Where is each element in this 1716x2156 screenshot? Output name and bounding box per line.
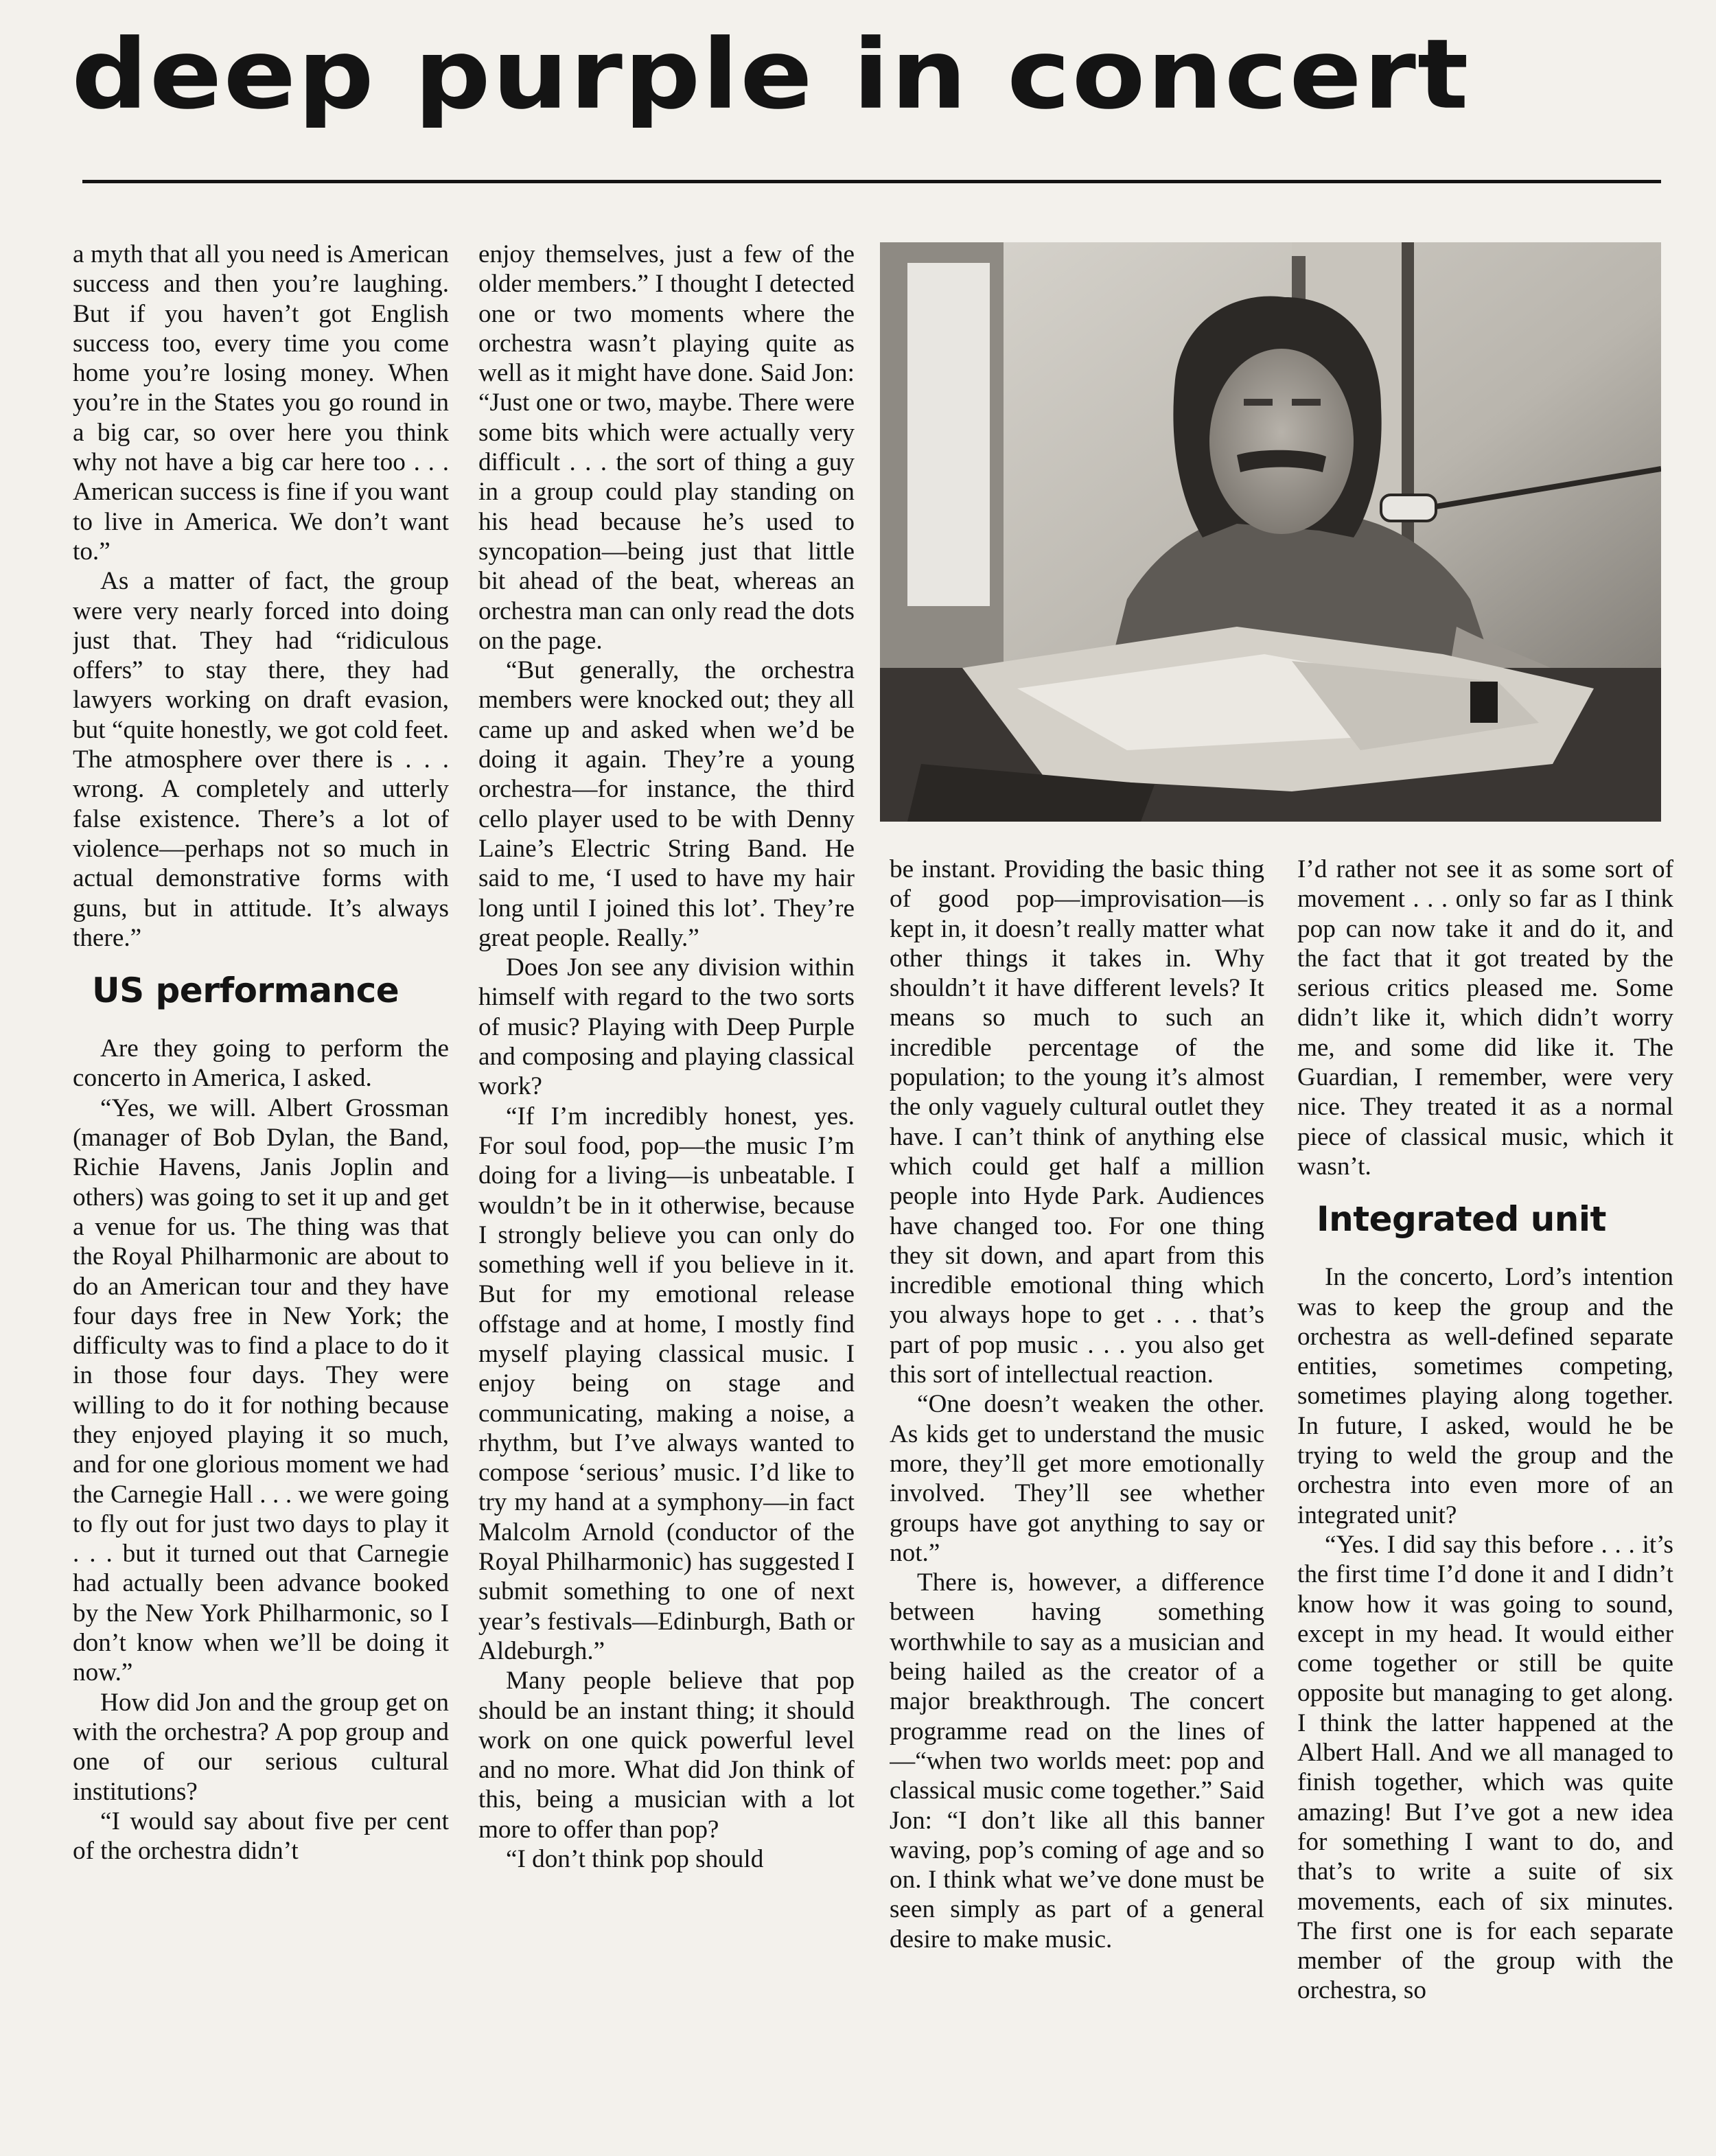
paragraph: Does Jon see any division within himself with regard to the two sorts of music? Playing with Deep Purple and composing and playing classical work? (478, 953, 855, 1101)
article-column-2 (478, 240, 855, 2148)
paragraph: “I would say about five per cent of the orchestra didn’t (73, 1807, 449, 1866)
photo-jon-lord-at-desk (880, 242, 1661, 822)
paragraph: “Yes, we will. Albert Grossman (manager of Bob Dylan, the Band, Richie Havens, Janis Joplin and others) was going to set it up and get a venue for us. The thing was that the Royal Philharmonic are about to do an American tour and they have four days free in New York; the difficulty was to find a place to do it in those four days. They were willing to do it for nothing because they enjoyed playing it so much, and for one glorious moment we had the Carnegie Hall . . . we were going to fly out for just two days to play it . . . but it turned out that Carnegie had actually been advance booked by the New York Philharmonic, so I don’t know when we’ll be doing it now.” (73, 1093, 449, 1687)
paragraph: In the concerto, Lord’s intention was to keep the group and the orchestra as well-defined separate entities, sometimes competing, sometimes playing along together. In future, I asked, would he be trying to weld the group and the orchestra into even more of an integrated unit? (1297, 1263, 1673, 1529)
headline-rule (82, 180, 1661, 183)
subhead-integrated-unit: Integrated unit (1317, 1199, 1606, 1240)
article-column-4 (1297, 855, 1673, 2148)
paragraph: “But generally, the orchestra members were knocked out; they all came up and asked when we’d be doing it again. They’re a young orchestra—for instance, the third cello player used to be with Denny Laine’s Electric String Band. He said to me, ‘I used to have my hair long until I joined this lot’. They’re great people. Really.” (478, 656, 855, 952)
paragraph: Are they going to perform the concerto in America, I asked. (73, 1034, 449, 1093)
paragraph: “I don’t think pop should (506, 1845, 764, 1874)
paragraph: a myth that all you need is American success and then you’re laughing. But if you haven’t got English success too, every time you come home you’re losing money. When you’re in the States you go round in a big car, so over here you think why not have a big car here too . . . American success is fine if you want to live in America. We don’t want to.” (73, 240, 449, 566)
paragraph: enjoy themselves, just a few of the older members.” I thought I detected one or two moments where the orchestra wasn’t playing quite as well as it might have done. Said Jon: “Just one or two, maybe. There were some bits which were actually very difficult . . . the sort of thing a guy in a group could play standing on his head because he’s used to syncopation—being just that little bit ahead of the beat, whereas an orchestra man can only read the dots on the page. (478, 240, 855, 655)
paragraph: “If I’m incredibly honest, yes. For soul food, pop—the music I’m doing for a living—is unbeatable. I wouldn’t be in it otherwise, because I strongly believe you can only do something well if you believe in it. But for my emotional release offstage and at home, I mostly find myself playing classical music. I enjoy being on stage and communicating, making a noise, a rhythm, but I’ve always wanted to compose ‘serious’ music. I’d like to try my hand at a symphony—in fact Malcolm Arnold (conductor of the Royal Philharmonic) has suggested I submit something to one of next year’s festivals—Edinburgh, Bath or Aldeburgh.” (478, 1102, 855, 1665)
subhead-us-performance: US performance (92, 971, 399, 1011)
paragraph: “Yes. I did say this before . . . it’s the first time I’d done it and I didn’t know how it was going to sound, except in my head. It would either come together or still be quite opposite but managing to get along. I think the latter happened at the Albert Hall. And we all managed to finish together, which was quite amazing! But I’ve got a new idea for something I want to do, and that’s to write a suite of six movements, each of six minutes. The first one is for each separate member of the group with the orchestra, so (1297, 1530, 1673, 2005)
paragraph: As a matter of fact, the group were very nearly forced into doing just that. They had “ridiculous offers” to stay there, they had lawyers working on draft evasion, but “quite honestly, we got cold feet. The atmosphere over there is . . . wrong. A completely and utterly false existence. There’s a lot of violence—perhaps not so much in actual demonstrative forms with guns, but in attitude. It’s always there.” (73, 567, 449, 952)
paragraph: be instant. Providing the basic thing of good pop—improvisation—is kept in, it doesn’t really matter what other things it takes in. Why shouldn’t it have different levels? It means so much to such an incredible percentage of the population; to the young it’s almost the only vaguely cultural outlet they have. I can’t think of anything else which could get half a million people into Hyde Park. Audiences have changed too. For one thing they sit down, and apart from this incredible emotional thing which you always hope to get . . . that’s part of pop music . . . you also get this sort of intellectual reaction. (890, 855, 1264, 1389)
paragraph: How did Jon and the group get on with the orchestra? A pop group and one of our serious cultural institutions? (73, 1688, 449, 1806)
paragraph: “One doesn’t weaken the other. As kids get to understand the music more, they’ll get more emotionally involved. They’ll see whether groups have got anything to say or not.” (890, 1390, 1264, 1567)
paragraph: There is, however, a difference between having something worthwhile to say as a musician and being hailed as the creator of a major breakthrough. The concert programme read on the lines of—“when two worlds meet: pop and classical music come together.” Said Jon: “I don’t like all this banner waving, pop’s coming of age and so on. I think what we’ve done must be seen simply as part of a general desire to make music. (890, 1568, 1264, 1954)
article-column-1 (73, 240, 449, 2148)
paragraph: I’d rather not see it as some sort of movement . . . only so far as I think pop can now take it and do it, and the fact that it got treated by the serious critics pleased me. Some didn’t like it, which didn’t worry me, and some did like it. The Guardian, I remember, were very nice. They treated it as a normal piece of classical music, which it wasn’t. (1297, 855, 1673, 1181)
article-column-3 (890, 855, 1264, 2148)
paragraph: Many people believe that pop should be an instant thing; it should work on one quick powerful level and no more. What did Jon think of this, being a musician with a lot more to offer than pop? (478, 1667, 855, 1844)
headline: deep purple in concert (71, 18, 1470, 131)
